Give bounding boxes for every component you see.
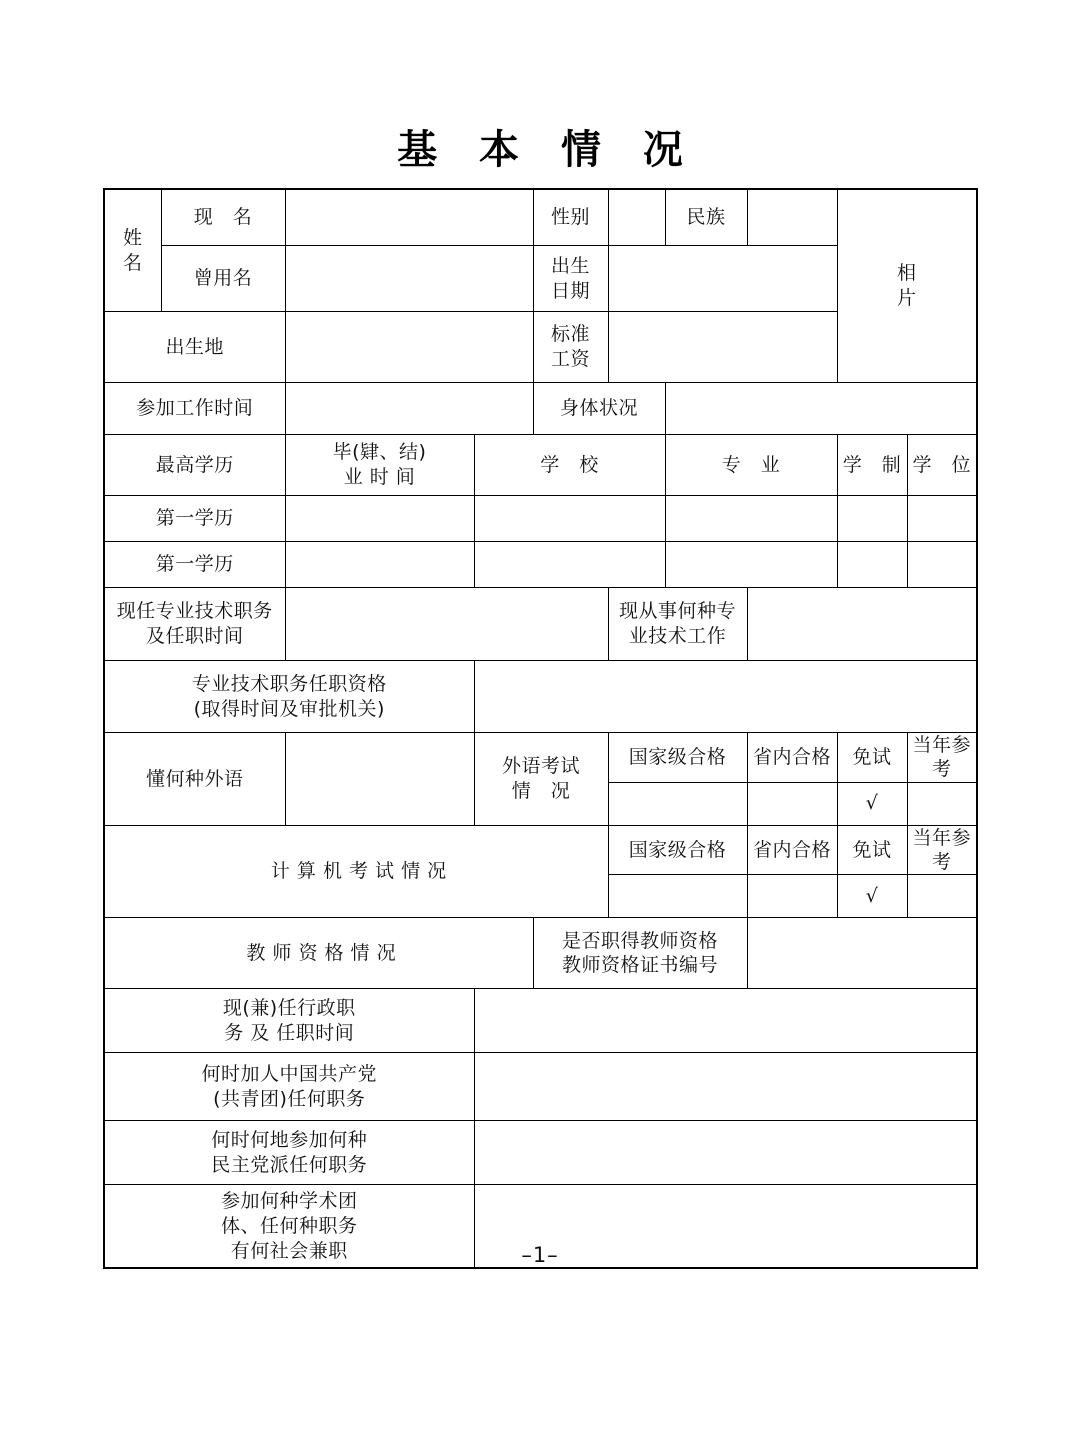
qualification-value[interactable]	[474, 661, 977, 733]
party-membership-label-line2: (共青团)任何职务	[213, 1087, 366, 1110]
education-level-header: 最高学历	[104, 435, 285, 496]
computer-mark-provincial[interactable]	[747, 875, 837, 918]
gender-value[interactable]	[608, 189, 665, 246]
current-work-value[interactable]	[747, 588, 977, 661]
table-row-work-start	[104, 383, 977, 435]
academic-org-label-line2: 体、任何种职务	[220, 1214, 358, 1237]
education-system-2[interactable]	[837, 542, 907, 588]
current-name-value[interactable]	[285, 189, 533, 246]
health-value[interactable]	[665, 383, 977, 435]
democratic-party-label-line2: 民主党派任何职务	[211, 1153, 368, 1176]
name-label-cell	[104, 189, 161, 312]
education-gradtime-header	[285, 435, 474, 496]
health-label: 身体状况	[533, 383, 665, 435]
computer-col-national: 国家级合格	[608, 825, 747, 875]
table-row-party-membership	[104, 1053, 977, 1121]
gender-label: 性别	[533, 189, 608, 246]
table-row-admin-position	[104, 989, 977, 1053]
computer-col-provincial: 省内合格	[747, 825, 837, 875]
gradtime-header-line2: 业 时 间	[343, 466, 416, 488]
education-degree-header: 学 位	[907, 435, 977, 496]
table-row-education-2	[104, 542, 977, 588]
foreign-mark-provincial[interactable]	[747, 782, 837, 825]
table-row-education-header	[104, 435, 977, 496]
foreign-mark-exempt[interactable]: √	[837, 782, 907, 825]
standard-salary-label	[533, 312, 608, 383]
teacher-question-line2: 教师资格证书编号	[561, 954, 718, 977]
education-school-header: 学 校	[474, 435, 665, 496]
education-major-header: 专 业	[665, 435, 837, 496]
teacher-qualification-question	[533, 918, 747, 989]
basic-info-table	[103, 188, 978, 1269]
qualification-label-line2: (取得时间及审批机关)	[193, 697, 385, 720]
name-label-char2: 名	[122, 251, 143, 274]
foreign-col-current-year: 当年参考	[907, 733, 977, 783]
party-membership-label-line1: 何时加人中国共产党	[201, 1063, 377, 1086]
birth-date-label	[533, 246, 608, 312]
democratic-party-value[interactable]	[474, 1121, 977, 1185]
photo-label-line2: 片	[897, 287, 917, 309]
work-start-label: 参加工作时间	[104, 383, 285, 435]
birth-date-label-line2: 日期	[550, 279, 590, 302]
table-row-current-title	[104, 588, 977, 661]
table-row-foreign-language-header	[104, 733, 977, 783]
education-gradtime-1[interactable]	[285, 496, 474, 542]
foreign-mark-current-year[interactable]	[907, 782, 977, 825]
democratic-party-label-line1: 何时何地参加何种	[211, 1129, 368, 1152]
current-title-label-line1: 现任专业技术职务	[116, 600, 273, 623]
party-membership-value[interactable]	[474, 1053, 977, 1121]
foreign-mark-national[interactable]	[608, 782, 747, 825]
education-degree-2[interactable]	[907, 542, 977, 588]
name-label-char1: 姓	[122, 226, 143, 249]
education-gradtime-2[interactable]	[285, 542, 474, 588]
academic-org-label-line3: 有何社会兼职	[230, 1239, 348, 1262]
foreign-col-exempt: 免试	[837, 733, 907, 783]
page-number: –1–	[521, 1243, 559, 1267]
gradtime-header-line1: 毕(肄、结)	[332, 441, 427, 464]
foreign-language-label: 懂何种外语	[104, 733, 285, 826]
work-start-value[interactable]	[285, 383, 533, 435]
computer-mark-exempt[interactable]: √	[837, 875, 907, 918]
computer-col-current-year: 当年参考	[907, 825, 977, 875]
admin-position-label	[104, 989, 474, 1053]
education-level-2: 第一学历	[104, 542, 285, 588]
qualification-label-line1: 专业技术职务任职资格	[191, 672, 387, 695]
computer-mark-current-year[interactable]	[907, 875, 977, 918]
standard-salary-value[interactable]	[608, 312, 837, 383]
education-degree-1[interactable]	[907, 496, 977, 542]
foreign-col-national: 国家级合格	[608, 733, 747, 783]
democratic-party-label	[104, 1121, 474, 1185]
education-school-1[interactable]	[474, 496, 665, 542]
current-work-label-line1: 现从事何种专	[618, 600, 736, 623]
table-row-qualification	[104, 661, 977, 733]
current-name-label: 现 名	[161, 189, 285, 246]
photo-placeholder	[837, 189, 977, 383]
birth-date-label-line1: 出生	[550, 254, 590, 277]
computer-exam-label: 计 算 机 考 试 情 况	[104, 825, 608, 918]
foreign-col-provincial: 省内合格	[747, 733, 837, 783]
birth-date-value[interactable]	[608, 246, 837, 312]
table-row-democratic-party	[104, 1121, 977, 1185]
current-work-label	[608, 588, 747, 661]
photo-label-line1: 相	[897, 262, 917, 285]
table-row-current-name	[104, 189, 977, 246]
admin-position-label-line1: 现(兼)任行政职	[222, 997, 356, 1020]
standard-salary-label-line2: 工资	[550, 348, 590, 370]
teacher-qualification-label: 教 师 资 格 情 况	[104, 918, 533, 989]
ethnicity-value[interactable]	[747, 189, 837, 246]
admin-position-value[interactable]	[474, 989, 977, 1053]
birthplace-value[interactable]	[285, 312, 533, 383]
current-title-value[interactable]	[285, 588, 608, 661]
education-system-header: 学 制	[837, 435, 907, 496]
education-level-1: 第一学历	[104, 496, 285, 542]
foreign-exam-label-line1: 外语考试	[501, 755, 580, 778]
former-name-label: 曾用名	[161, 246, 285, 312]
teacher-qualification-value[interactable]	[747, 918, 977, 989]
ethnicity-label: 民族	[665, 189, 747, 246]
qualification-label	[104, 661, 474, 733]
former-name-value[interactable]	[285, 246, 533, 312]
table-row-teacher-qualification	[104, 918, 977, 989]
birthplace-label: 出生地	[104, 312, 285, 383]
table-row-computer-header	[104, 825, 977, 875]
page-title: 基 本 情 况	[397, 126, 697, 173]
education-major-1[interactable]	[665, 496, 837, 542]
foreign-exam-label-line2: 情 况	[511, 779, 571, 802]
foreign-language-value[interactable]	[285, 733, 474, 826]
current-title-label	[104, 588, 285, 661]
party-membership-label	[104, 1053, 474, 1121]
education-school-2[interactable]	[474, 542, 665, 588]
computer-mark-national[interactable]	[608, 875, 747, 918]
current-work-label-line2: 业技术工作	[628, 625, 727, 647]
basic-info-form	[103, 188, 977, 1269]
admin-position-label-line2: 务 及 任职时间	[224, 1021, 355, 1044]
education-major-2[interactable]	[665, 542, 837, 588]
computer-col-exempt: 免试	[837, 825, 907, 875]
teacher-question-line1: 是否职得教师资格	[561, 929, 718, 952]
academic-org-label-line1: 参加何种学术团	[220, 1190, 358, 1213]
standard-salary-label-line1: 标准	[550, 323, 590, 346]
foreign-exam-label	[474, 733, 608, 826]
current-title-label-line2: 及任职时间	[145, 625, 244, 647]
table-row-education-1	[104, 496, 977, 542]
education-system-1[interactable]	[837, 496, 907, 542]
